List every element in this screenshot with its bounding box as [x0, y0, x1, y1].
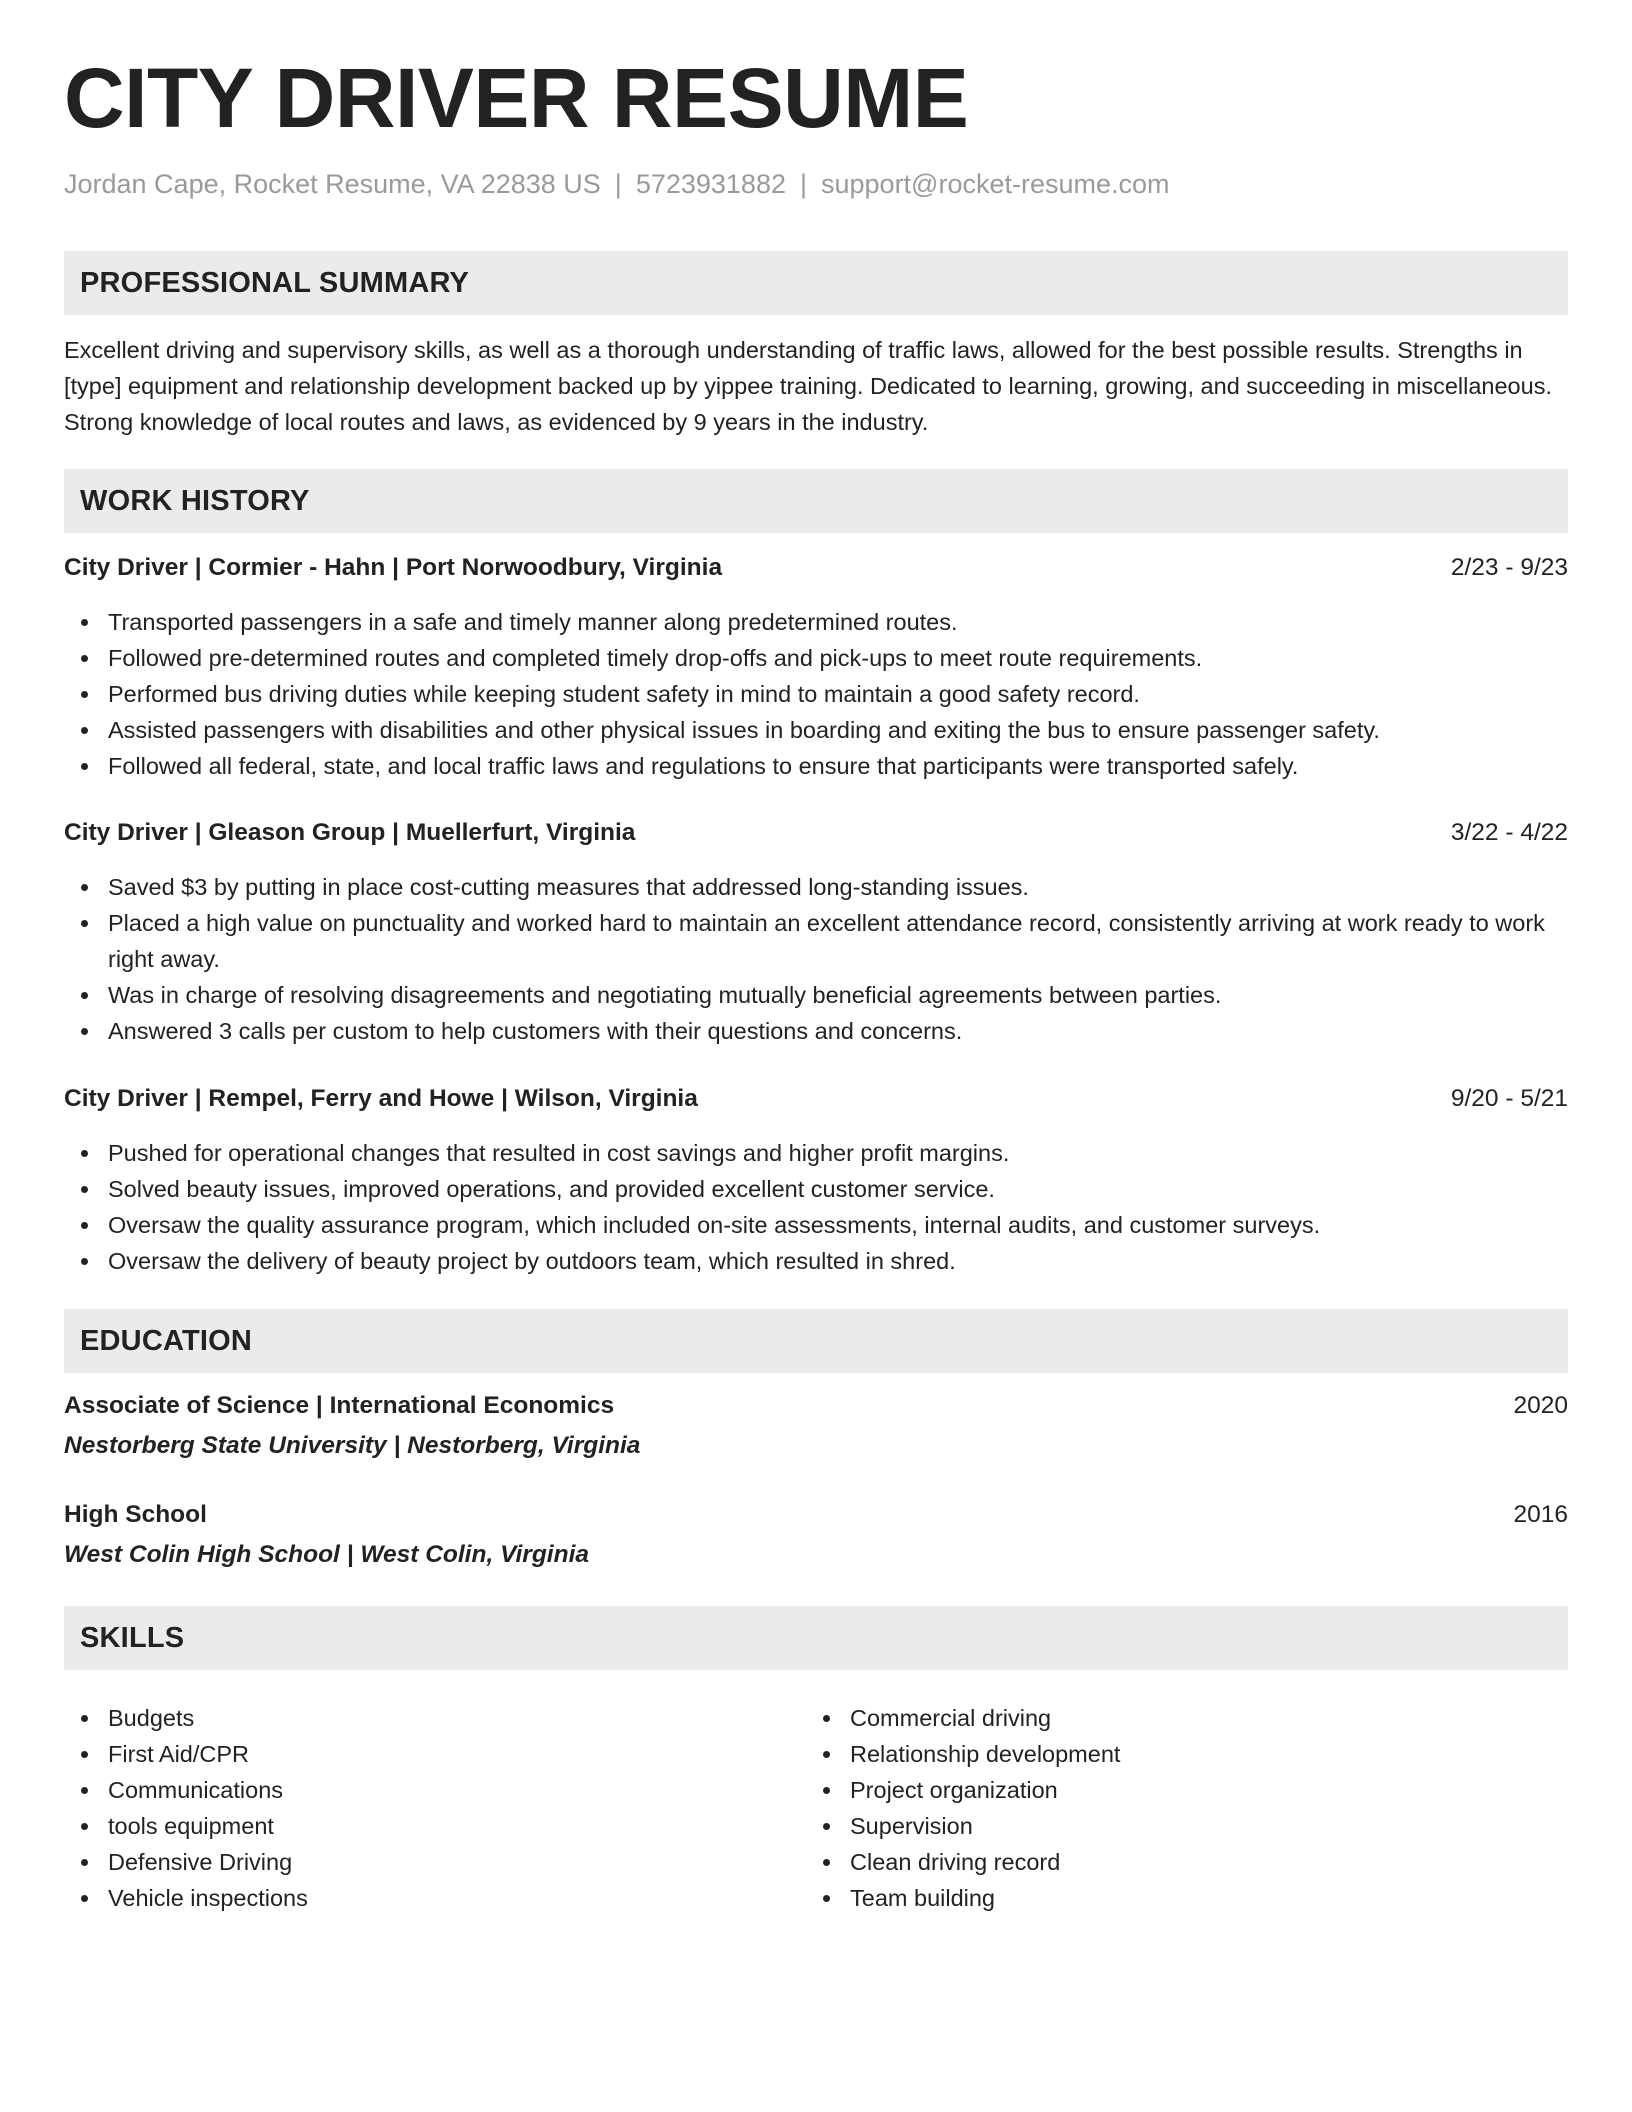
- school: Nestorberg State University | Nestorberg, Virginia: [64, 1432, 641, 1459]
- education-header: [64, 1497, 1568, 1533]
- job-dates: 3/22 - 4/22: [1450, 819, 1568, 846]
- skills-heading: SKILLS: [80, 1621, 185, 1654]
- skill-item: tools equipment: [64, 1808, 806, 1844]
- summary-section-header: [64, 251, 1568, 315]
- job-entry: [64, 1081, 1568, 1279]
- skill-item: Commercial driving: [806, 1700, 1548, 1736]
- contact-separator: |: [799, 169, 807, 199]
- duty-item: Pushed for operational changes that resulted in cost savings and higher profit margins.: [64, 1135, 1568, 1171]
- job-title: City Driver | Rempel, Ferry and Howe | Wilson, Virginia: [64, 1085, 698, 1112]
- skills-list: [64, 1700, 1568, 1916]
- duty-item: Performed bus driving duties while keeping student safety in mind to maintain a good safety record.: [64, 676, 1568, 712]
- job-title: City Driver | Gleason Group | Muellerfurt, Virginia: [64, 819, 636, 846]
- contact-separator: |: [614, 169, 622, 199]
- summary-heading: PROFESSIONAL SUMMARY: [80, 266, 470, 299]
- duty-item: Oversaw the quality assurance program, which included on-site assessments, internal audits, and customer surveys.: [64, 1207, 1568, 1243]
- job-title: City Driver | Cormier - Hahn | Port Norwoodbury, Virginia: [64, 554, 723, 581]
- job-header: [64, 1081, 1568, 1117]
- contact-line: [64, 168, 1170, 200]
- education-section-header: [64, 1309, 1568, 1373]
- job-entry: [64, 550, 1568, 784]
- degree: Associate of Science | International Economics: [64, 1392, 615, 1419]
- skill-item: First Aid/CPR: [64, 1736, 806, 1772]
- skills-column-right: [806, 1700, 1548, 1916]
- duty-item: Placed a high value on punctuality and worked hard to maintain an excellent attendance record, consistently arriving at work ready to work right away.: [64, 905, 1568, 977]
- duty-item: Assisted passengers with disabilities and other physical issues in boarding and exiting the bus to ensure passenger safety.: [64, 712, 1568, 748]
- contact-email: support@rocket-resume.com: [821, 169, 1170, 199]
- education-header: [64, 1388, 1568, 1424]
- education-entry: [64, 1497, 1568, 1573]
- job-dates: 9/20 - 5/21: [1450, 1085, 1568, 1112]
- contact-phone: 5723931882: [635, 169, 786, 199]
- duty-item: Followed all federal, state, and local traffic laws and regulations to ensure that participants were transported safely.: [64, 748, 1568, 784]
- skill-item: Supervision: [806, 1808, 1548, 1844]
- school: West Colin High School | West Colin, Virginia: [64, 1541, 590, 1568]
- job-header: [64, 815, 1568, 851]
- skill-item: Relationship development: [806, 1736, 1548, 1772]
- job-duties: [64, 1135, 1568, 1279]
- job-duties: [64, 604, 1568, 784]
- work-section-header: [64, 469, 1568, 533]
- duty-item: Answered 3 calls per custom to help customers with their questions and concerns.: [64, 1013, 1568, 1049]
- education-entry: [64, 1388, 1568, 1464]
- work-heading: WORK HISTORY: [80, 484, 310, 517]
- duty-item: Solved beauty issues, improved operations, and provided excellent customer service.: [64, 1171, 1568, 1207]
- graduation-year: 2016: [1513, 1501, 1568, 1528]
- skill-item: Budgets: [64, 1700, 806, 1736]
- skill-item: Communications: [64, 1772, 806, 1808]
- graduation-year: 2020: [1513, 1392, 1568, 1419]
- duty-item: Oversaw the delivery of beauty project by outdoors team, which resulted in shred.: [64, 1243, 1568, 1279]
- skill-item: Project organization: [806, 1772, 1548, 1808]
- duty-item: Followed pre-determined routes and completed timely drop-offs and pick-ups to meet route requirements.: [64, 640, 1568, 676]
- education-heading: EDUCATION: [80, 1324, 253, 1357]
- duty-item: Was in charge of resolving disagreements and negotiating mutually beneficial agreements between parties.: [64, 977, 1568, 1013]
- skill-item: Defensive Driving: [64, 1844, 806, 1880]
- duty-item: Transported passengers in a safe and timely manner along predetermined routes.: [64, 604, 1568, 640]
- skill-item: Clean driving record: [806, 1844, 1548, 1880]
- job-header: [64, 550, 1568, 586]
- skill-item: Vehicle inspections: [64, 1880, 806, 1916]
- summary-text: Excellent driving and supervisory skills, as well as a thorough understanding of traffic laws, allowed for the best possible results. Strengths in [type] equipment and relationship development backed up by yippee training. Dedicated to learning, growing, and succeeding in miscellaneous. Strong knowledge of local routes and laws, as evidenced by 9 years in the industry.: [64, 337, 1552, 435]
- contact-address: Jordan Cape, Rocket Resume, VA 22838 US: [64, 169, 601, 199]
- skills-column-left: [64, 1700, 806, 1916]
- skills-section-header: [64, 1606, 1568, 1670]
- skill-item: Team building: [806, 1880, 1548, 1916]
- page-title: CITY DRIVER RESUME: [64, 51, 969, 145]
- duty-item: Saved $3 by putting in place cost-cutting measures that addressed long-standing issues.: [64, 869, 1568, 905]
- job-entry: [64, 815, 1568, 1049]
- degree: High School: [64, 1501, 207, 1528]
- job-duties: [64, 869, 1568, 1049]
- job-dates: 2/23 - 9/23: [1450, 554, 1568, 581]
